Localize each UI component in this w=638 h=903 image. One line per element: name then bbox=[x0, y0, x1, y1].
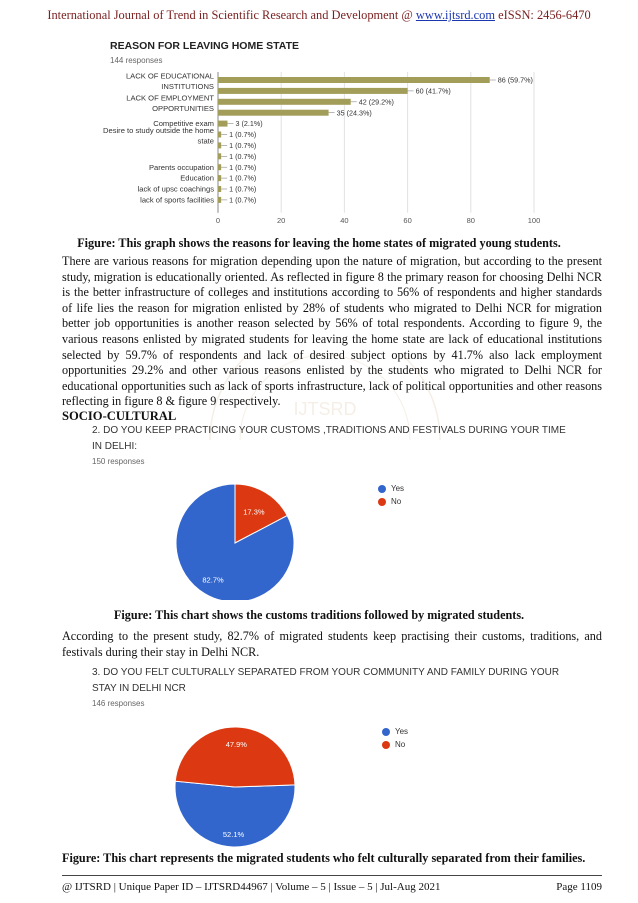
x-tick-label: 60 bbox=[403, 216, 412, 225]
bar-data-label: 35 (24.3%) bbox=[336, 108, 372, 118]
x-tick-label: 100 bbox=[527, 216, 541, 225]
bar-mark bbox=[218, 132, 221, 138]
journal-issn: eISSN: 2456-6470 bbox=[494, 8, 591, 22]
x-tick-label: 80 bbox=[466, 216, 475, 225]
journal-header bbox=[0, 8, 638, 23]
bar-mark bbox=[218, 142, 221, 148]
bar-chart-title: REASON FOR LEAVING HOME STATE bbox=[110, 40, 300, 52]
bar-data-label: 1 (0.7%) bbox=[229, 184, 257, 194]
bar-figure-caption: Figure: This graph shows the reasons for leaving the home states of migrated young students. bbox=[77, 236, 561, 250]
bar-data-label: 1 (0.7%) bbox=[229, 195, 257, 205]
pie2-title-line1: 3. DO YOU FELT CULTURALLY SEPARATED FROM YOUR COMMUNITY AND FAMILY DURING YOUR bbox=[92, 667, 560, 678]
bar-data-label: 42 (29.2%) bbox=[358, 97, 394, 107]
bar-category-label: lack of upsc coachings bbox=[137, 184, 214, 194]
pie-slice-label: 47.9% bbox=[225, 739, 247, 749]
bar-category-label: Education bbox=[180, 173, 214, 183]
legend-swatch-yes bbox=[378, 485, 386, 493]
pie1-responses: 150 responses bbox=[92, 457, 145, 466]
x-tick-label: 0 bbox=[215, 216, 221, 225]
pie1-legend-yes-label: Yes bbox=[391, 484, 405, 493]
pie1-legend bbox=[378, 484, 404, 510]
pie2-title-line2: STAY IN DELHI NCR bbox=[92, 683, 186, 694]
bar-category-label: INSTITUTIONS bbox=[161, 82, 214, 91]
legend-swatch-no bbox=[378, 498, 386, 506]
legend-swatch-no bbox=[382, 741, 390, 749]
bar-mark bbox=[218, 153, 221, 159]
pie-slice-label: 82.7% bbox=[202, 575, 224, 585]
page-footer bbox=[62, 881, 602, 893]
pie-slice-label: 17.3% bbox=[243, 507, 265, 517]
pie-slice-no bbox=[175, 727, 295, 787]
pie-chart-cultural-separation bbox=[160, 714, 310, 848]
bar-mark bbox=[218, 197, 221, 203]
bar-data-label: 3 (2.1%) bbox=[235, 119, 263, 129]
pie2-legend-no-label: No bbox=[395, 740, 406, 749]
footer-rule bbox=[62, 875, 602, 876]
pie1-legend-no bbox=[378, 497, 404, 506]
pie2-legend-yes bbox=[382, 727, 408, 736]
bar-data-label: 60 (41.7%) bbox=[415, 86, 451, 96]
bar-chart bbox=[100, 66, 570, 232]
pie1-legend-yes bbox=[378, 484, 404, 493]
journal-name: International Journal of Trend in Scientific Research and Development @ bbox=[47, 8, 416, 22]
pie1-caption: Figure: This chart shows the customs traditions followed by migrated students. bbox=[113, 608, 525, 622]
bar-mark bbox=[218, 88, 408, 94]
pie2-legend bbox=[382, 727, 408, 753]
bar-category-label: Competitive exam bbox=[153, 119, 214, 129]
footer-paper-info: @ IJTSRD | Unique Paper ID – IJTSRD44967 | Volume – 5 | Issue – 5 | Jul-Aug 2021 bbox=[62, 881, 441, 893]
bar-category-label: OPPORTUNITIES bbox=[152, 103, 214, 113]
journal-url-link[interactable]: www.ijtsrd.com bbox=[415, 8, 495, 22]
bar-category-label: state bbox=[197, 136, 214, 146]
bar-data-label: 1 (0.7%) bbox=[229, 141, 257, 150]
body-paragraph-customs: According to the present study, 82.7% of migrated students keep practising their customs, traditions, and festivals during their stay in Delhi NCR. bbox=[62, 629, 602, 659]
bar-data-label: 1 (0.7%) bbox=[229, 173, 257, 183]
pie1-title-line1: 2. DO YOU KEEP PRACTICING YOUR CUSTOMS ,TRADITIONS AND FESTIVALS DURING YOUR TIME bbox=[92, 425, 566, 436]
watermark-text: IJTSRD bbox=[293, 399, 357, 419]
bar-mark bbox=[218, 99, 351, 105]
pie-chart-customs bbox=[160, 470, 310, 600]
bar-mark bbox=[218, 110, 329, 116]
section-heading: SOCIO-CULTURAL bbox=[62, 409, 177, 423]
bar-data-label: 1 (0.7%) bbox=[229, 162, 257, 172]
pie2-legend-no bbox=[382, 740, 408, 749]
bar-category-label: Desire to study outside the home bbox=[102, 126, 214, 135]
bar-mark bbox=[218, 186, 221, 192]
footer-page-number: Page 1109 bbox=[556, 881, 602, 893]
bar-data-label: 1 (0.7%) bbox=[229, 151, 257, 161]
bar-data-label: 1 (0.7%) bbox=[229, 130, 257, 140]
body-paragraph-migration-reasons: There are various reasons for migration depending upon the nature of migration, but according to the present study, migration is educationally oriented. As reflected in figure 8 the primary reason for choosing Delhi NCR is the better infrastructure of colleges and institutions according to 56% of respondents and higher standards of life lies the reason for migration enlisted by 28% of students who migrated to Delhi NCR for migration better job opportunities is another reason selected by 56% of total respondents. According to figure 9, the various reasons enlisted by migrated students for leaving the home state are lack of educational institutions selected by 59.7% of respondents and lack of desired subject options by 41.7% also lack employment opportunities 29.2% and other various reasons enlisted by the students who migrated to Delhi NCR for educational opportunities such as lack of sports infrastructure, lack of political opportunities and other reasons reflecting in figure 8 & figure 9 respectively. bbox=[62, 254, 602, 409]
bar-data-label: 86 (59.7%) bbox=[497, 75, 533, 85]
bar-mark bbox=[218, 77, 490, 83]
pie1-legend-no-label: No bbox=[391, 497, 402, 506]
pie1-title-line2: IN DELHI: bbox=[92, 441, 138, 452]
bar-category-label: LACK OF EMPLOYMENT bbox=[126, 93, 214, 103]
bar-category-label: Parents occupation bbox=[148, 162, 214, 172]
pie2-legend-yes-label: Yes bbox=[395, 727, 409, 736]
legend-swatch-yes bbox=[382, 728, 390, 736]
pie2-responses: 146 responses bbox=[92, 699, 145, 708]
bar-category-label: lack of sports facilities bbox=[140, 195, 214, 205]
bar-mark bbox=[218, 121, 227, 127]
x-tick-label: 40 bbox=[340, 216, 349, 225]
pie2-caption: Figure: This chart represents the migrated students who felt culturally separated from their families. bbox=[62, 851, 586, 865]
bar-mark bbox=[218, 164, 221, 170]
bar-mark bbox=[218, 175, 221, 181]
pie-slice-label: 52.1% bbox=[222, 829, 245, 839]
x-tick-label: 20 bbox=[277, 216, 286, 225]
bar-chart-responses: 144 responses bbox=[110, 56, 163, 65]
bar-category-label: LACK OF EDUCATIONAL bbox=[125, 71, 214, 81]
